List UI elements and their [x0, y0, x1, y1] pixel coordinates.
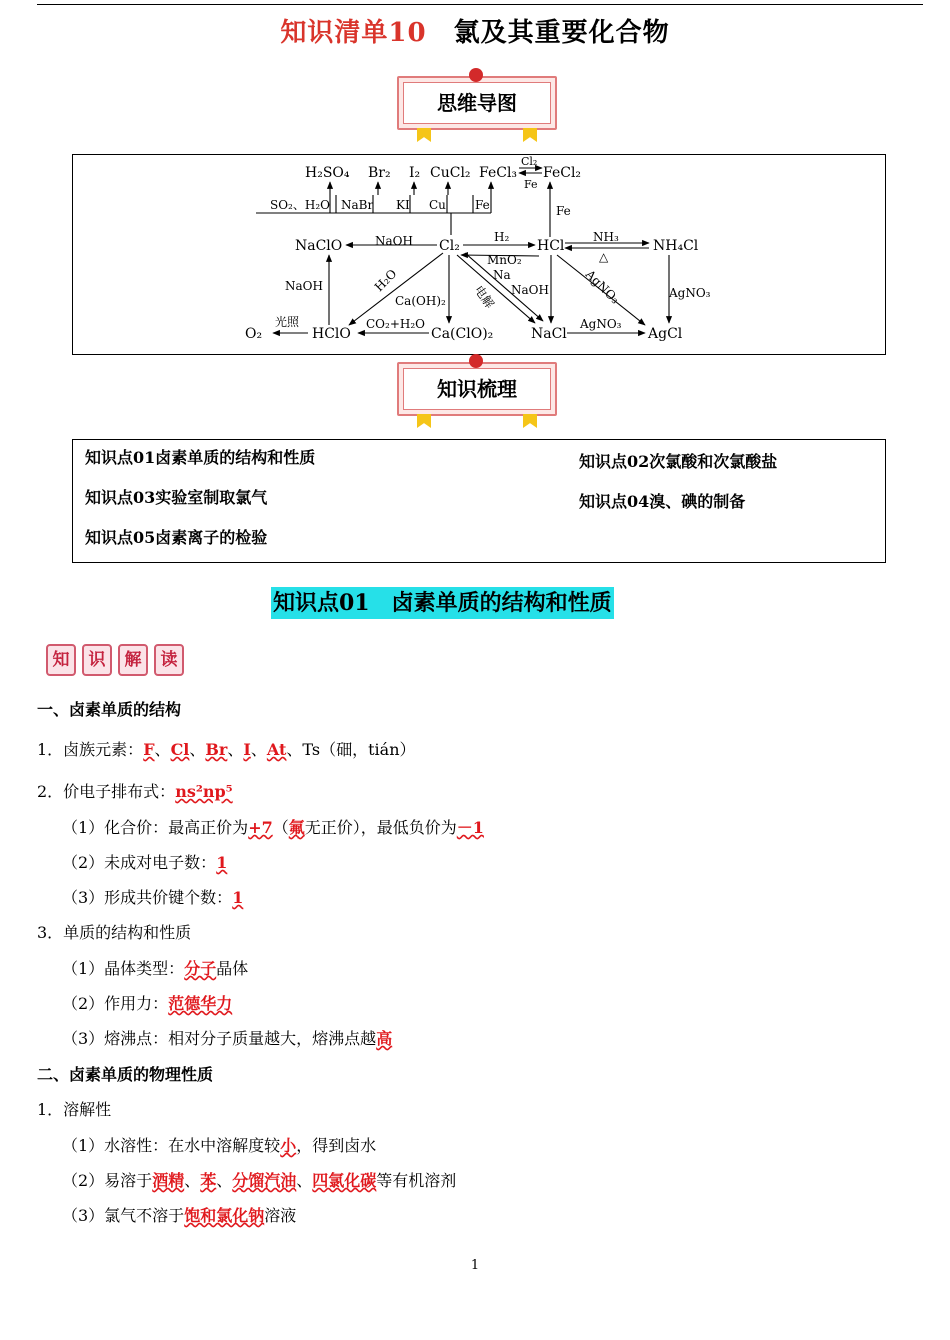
label-cu: Cu — [429, 198, 446, 212]
label-delta: △ — [599, 250, 609, 264]
label-guangzhao: 光照 — [275, 315, 300, 329]
review-badge — [397, 362, 557, 416]
jiedu-char: 读 — [154, 644, 184, 676]
node-br2: Br₂ — [368, 165, 391, 181]
line-organic-solvents: （2）易溶于酒精、苯、分馏汽油、四氯化碳等有机溶剂 — [62, 1171, 457, 1190]
label-na: Na — [493, 268, 511, 282]
node-hclo: HClO — [312, 326, 351, 342]
node-agcl: AgCl — [648, 326, 683, 342]
pin-icon — [469, 68, 483, 82]
line-chlorine-brine: （3）氯气不溶于饱和氯化钠溶液 — [62, 1206, 297, 1225]
label-ki: KI — [396, 198, 410, 212]
label-cl2-top: Cl₂ — [521, 155, 538, 168]
ribbon-icon — [417, 414, 431, 428]
line-bonds: （3）形成共价键个数：1 — [62, 888, 244, 907]
page-title — [0, 12, 950, 49]
line-unpaired: （2）未成对电子数：1 — [62, 853, 228, 872]
line-halogen-elements: 1．卤族元素：F、Cl、Br、I、At、Ts（鿬，tián） — [37, 740, 416, 759]
jiedu-char: 解 — [118, 644, 148, 676]
mindmap-badge — [397, 76, 557, 130]
section-heading: 知识点01 卤素单质的结构和性质 — [271, 587, 614, 619]
line-water-solubility: （1）水溶性：在水中溶解度较小，得到卤水 — [62, 1136, 377, 1155]
toc-item-04[interactable]: 知识点04溴、碘的制备 — [579, 492, 746, 511]
node-nacl: NaCl — [531, 326, 567, 342]
node-cucl2: CuCl₂ — [430, 165, 471, 181]
title-text: 氯及其重要化合物 — [453, 18, 670, 48]
node-i2: I₂ — [409, 165, 421, 181]
pin-icon — [469, 354, 483, 368]
node-h2so4: H₂SO₄ — [305, 165, 350, 181]
label-nabr: NaBr — [341, 198, 374, 212]
label-agno3-c: AgNO₃ — [580, 317, 622, 331]
label-agno3-a: AgNO₃ — [582, 267, 623, 307]
toc-box — [72, 439, 886, 563]
label-h2o: H₂O — [371, 266, 400, 295]
ribbon-icon — [523, 414, 537, 428]
jiedu-char: 知 — [46, 644, 76, 676]
node-nh4cl: NH₄Cl — [653, 238, 699, 254]
label-naoh-b: NaOH — [511, 283, 549, 297]
node-caclo2: Ca(ClO)₂ — [431, 326, 494, 342]
heading-physical: 二、卤素单质的物理性质 — [37, 1065, 214, 1084]
line-force: （2）作用力：范德华力 — [62, 994, 233, 1013]
mind-map — [72, 154, 886, 355]
review-label: 知识梳理 — [403, 368, 551, 410]
label-co2h2o: CO₂+H₂O — [366, 317, 425, 331]
ribbon-icon — [417, 128, 431, 142]
label-naoh-a: NaOH — [375, 234, 413, 248]
page-number: 1 — [470, 1258, 480, 1273]
line-crystal: （1）晶体类型：分子晶体 — [62, 959, 249, 978]
line-melting: （3）熔沸点：相对分子质量越大，熔沸点越高 — [62, 1029, 393, 1048]
ribbon-icon — [523, 128, 537, 142]
jiedu-char: 识 — [82, 644, 112, 676]
toc-item-01[interactable]: 知识点01卤素单质的结构和性质 — [85, 448, 316, 467]
heading-structure: 一、卤素单质的结构 — [37, 700, 182, 719]
label-fe2: Fe — [556, 204, 571, 218]
label-h2: H₂ — [494, 230, 510, 244]
line-solubility: 1．溶解性 — [37, 1100, 112, 1119]
label-fe1: Fe — [475, 198, 490, 212]
label-nh3: NH₃ — [593, 230, 619, 244]
node-fecl2: FeCl₂ — [543, 165, 582, 181]
jiedu-badge — [46, 644, 190, 676]
toc-item-03[interactable]: 知识点03实验室制取氯气 — [85, 488, 268, 507]
node-naclo: NaClO — [295, 238, 343, 254]
node-hcl: HCl — [537, 238, 565, 254]
mindmap-label: 思维导图 — [403, 82, 551, 124]
toc-item-05[interactable]: 知识点05卤素离子的检验 — [85, 528, 268, 547]
label-naoh-c: NaOH — [285, 279, 323, 293]
label-so2: SO₂、H₂O — [270, 198, 330, 212]
top-rule — [37, 4, 923, 5]
label-agno3-b: AgNO₃ — [669, 286, 711, 300]
label-mno2: MnO₂ — [487, 253, 522, 267]
label-caoh2: Ca(OH)₂ — [395, 294, 446, 308]
node-cl2: Cl₂ — [439, 238, 460, 254]
toc-item-02[interactable]: 知识点02次氯酸和次氯酸盐 — [579, 452, 778, 471]
title-prefix: 知识清单10 — [280, 18, 427, 48]
line-structure-props: 3．单质的结构和性质 — [37, 923, 192, 942]
node-fecl3: FeCl₃ — [479, 165, 518, 181]
label-dianjie: 电解 — [471, 283, 497, 311]
node-o2: O₂ — [245, 326, 263, 342]
mind-map-diagram — [73, 155, 885, 354]
line-valence: （1）化合价：最高正价为+7（氟无正价），最低负价为－1 — [62, 818, 484, 837]
label-fe-top: Fe — [524, 178, 538, 191]
line-valence-config: 2．价电子排布式：ns²np⁵ — [37, 782, 233, 801]
